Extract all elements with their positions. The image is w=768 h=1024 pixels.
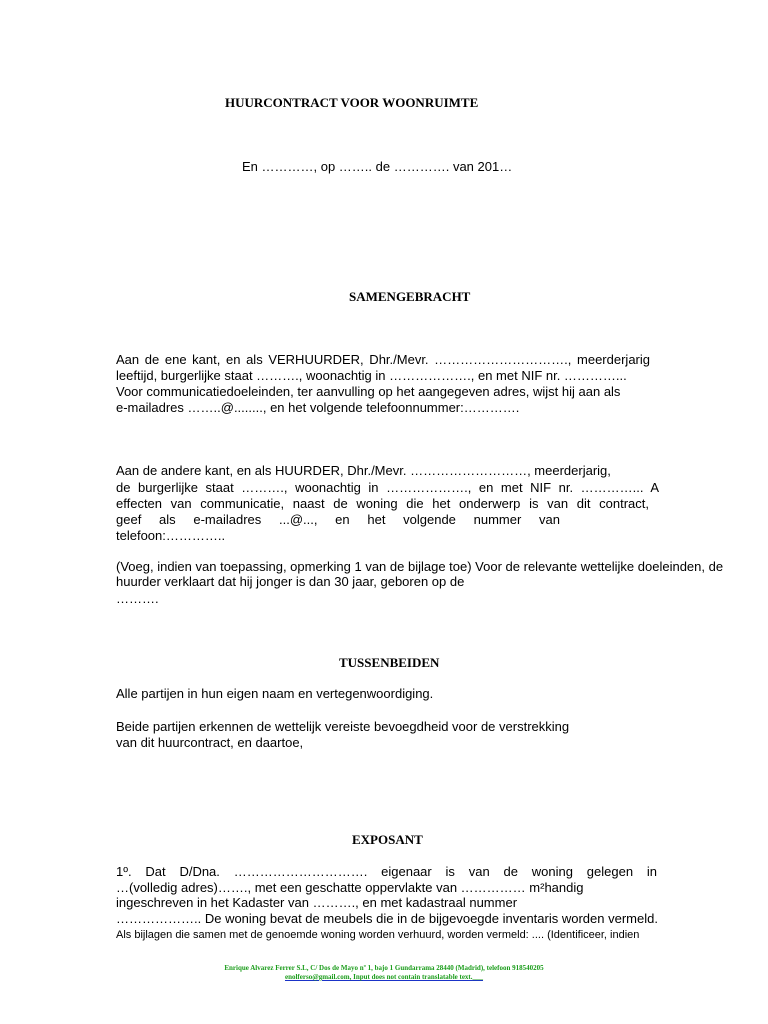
exposant-line-2: …(volledig adres)……., met een geschatte oppervlakte van …………… m²handig <box>116 880 584 895</box>
intervene-line-3: van dit huurcontract, en daartoe, <box>116 735 304 750</box>
landlord-line-4: e-mailadres ……..@........, en het volgende telefoonnummer:…………. <box>116 400 520 415</box>
section-title-tussenbeiden: TUSSENBEIDEN <box>339 655 440 670</box>
landlord-line-1: Aan de ene kant, en als VERHUURDER, Dhr./Mevr. …………………………., meerderjarig <box>116 352 650 367</box>
tenant-line-2: de burgerlijke staat ………., woonachtig in ………………., en met NIF nr. …………... A <box>116 480 659 495</box>
footer-company-address: Enrique Alvarez Ferrer S.L, C/ Dos de Mayo nº 1, bajo 1 Gundarrama 28440 (Madrid), telefoon 918540205 <box>224 964 544 972</box>
tenant-line-4: geef als e-mailadres ...@..., en het volgende nummer van <box>116 512 560 527</box>
tenant-line-1: Aan de andere kant, en als HUURDER, Dhr./Mevr. ………………………, meerderjarig, <box>116 463 611 478</box>
intervene-line-1: Alle partijen in hun eigen naam en vertegenwoordiging. <box>116 686 434 701</box>
exposant-line-4: ……………….. De woning bevat de meubels die in de bijgevoegde inventaris worden vermeld. <box>116 911 658 926</box>
intervene-line-2: Beide partijen erkennen de wettelijk vereiste bevoegdheid voor de verstrekking <box>116 719 570 734</box>
landlord-line-2: leeftijd, burgerlijke staat ………., woonachtig in ………………., en met NIF nr. …………... <box>116 368 627 383</box>
footer-underscore-tail: ___ <box>472 973 484 981</box>
tenant-line-5: telefoon:………….. <box>116 528 226 543</box>
note-line-3: ………. <box>116 591 159 606</box>
exposant-line-3: ingeschreven in het Kadaster van ………., en met kadastraal nummer <box>116 895 518 910</box>
note-line-2: huurder verklaart dat hij jonger is dan 30 jaar, geboren op de <box>116 574 465 589</box>
footer-email-link[interactable] <box>0 973 768 981</box>
landlord-line-3: Voor communicatiedoeleinden, ter aanvulling op het aangegeven adres, wijst hij aan als <box>116 384 621 399</box>
exposant-line-5: Als bijlagen die samen met de genoemde woning worden verhuurd, worden vermeld: .... (Identificeer, indien <box>116 929 640 941</box>
footer-email-text: enolferso@gmail.com, Input does not contain translatable text. <box>284 973 473 981</box>
tenant-line-3: effecten van communicatie, naast de woning die het onderwerp is van dit contract, <box>116 496 649 511</box>
document-title: HUURCONTRACT VOOR WOONRUIMTE <box>225 95 479 110</box>
section-title-exposant: EXPOSANT <box>352 832 423 847</box>
note-line-1: (Voeg, indien van toepassing, opmerking 1 van de bijlage toe) Voor de relevante wettelijke doeleinden, de <box>116 559 724 574</box>
exposant-line-1: 1º. Dat D/Dna. …………………………. eigenaar is van de woning gelegen in <box>116 864 657 879</box>
section-title-samengebracht: SAMENGEBRACHT <box>349 289 471 304</box>
place-date-line: En …………, op …….. de …………. van 201… <box>242 159 513 174</box>
